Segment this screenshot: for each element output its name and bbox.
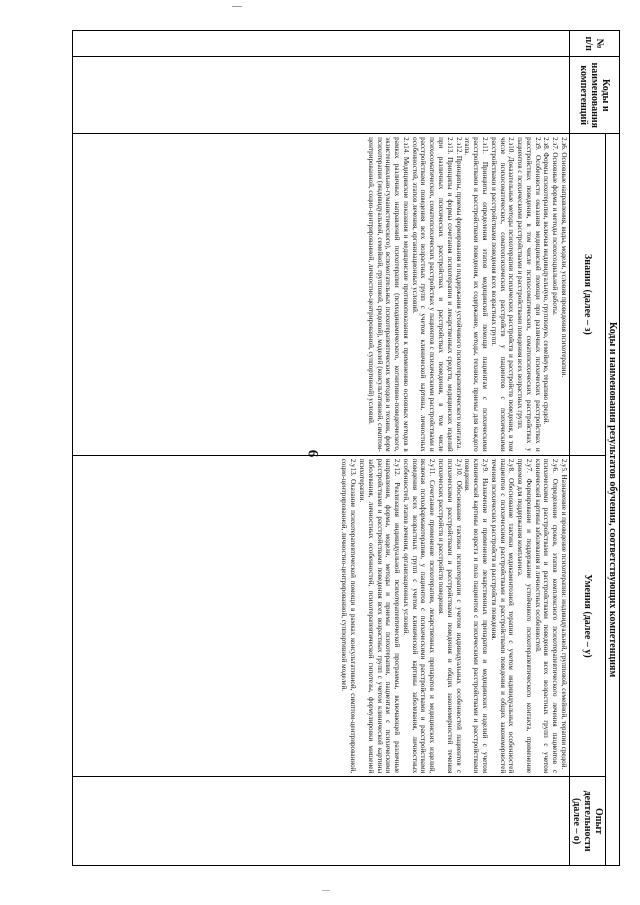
header-codes: Коды и наименования компетенций [570,57,620,134]
header-group: Коды и наименования результатов обучения, соответствующих компетенциям [606,134,620,866]
skill-item: 2.у7. Формирование и поддержание устойчивого психотерапевтического контакта, применение приемов для поддержания комплаенса. [516,458,533,774]
header-experience: Опыт деятельности (далее – о) [570,777,606,866]
cell-codes [73,57,570,134]
cell-skills [73,455,570,777]
header-skills: Умения (далее – у) [570,455,606,777]
scan-mark-top [232,6,242,7]
knowledge-item: 2.з8. Формы психотерапии, включая индивидуальную, групповую, семейную, терапию средой. [542,137,551,425]
knowledge-item: 2.з9. Особенности оказания медицинской помощи при различных психических расстройствах и расстройствах поведения, в том числе психосоматических, соматопсихических расстройствах у пациентов с психическими расстройствами и расстройствами поведения всех возрастных групп. [516,137,542,452]
cell-knowledge [73,134,570,456]
header-knowledge: Знания (далее – з) [570,134,606,456]
rotated-table-container [72,30,620,866]
header-number: № п/п [570,31,620,57]
skill-item: 2.у9. Назначение и применение лекарственных препаратов и медицинских изделий с учетом клинической картины возраста и пола пациентов с психическими расстройствами и расстройствами поведения. [463,458,489,774]
knowledge-item: 2.з6. Основные направления, виды, модели, условия проведения психотерапии. [560,137,568,378]
skill-item: 2.у11. Сочетанное применение психотерапии, лекарственных препаратов и медицинских изделий, включая психофармакотерапию, у пациентов с психическими расстройствами и расстройствами поведения всех возрастных групп с учетом клинической картины заболевания, личностных особенностей, этапов лечения, организационных условий. [401,458,437,774]
knowledge-item: 2.з12. Принципы, приемы формирования и поддержания устойчивого психотерапевтического контакта. [454,137,463,451]
knowledge-item: 2.з10. Доказательные методы психотерапии психических расстройств и расстройств поведения, в том числе психосоматических, соматопсихических расстройств у пациентов с психическими расстройствами и расстройствами поведения всех возрастных групп. [489,137,516,452]
knowledge-item: 2.з14. Медицинские показания и медицинские противопоказания к применению основных методов в рамках различных направлений психотерапии (психодинамического, когнитивно-поведенческого, экзистенциально-гуманистического), вспомогательных психотерапевтических методов и техник, форм психотерапии (индивидуальной, семейной, групповой, средовой), моделей (консультативной, симптом-центрированной, социо-центрированной, личностно-центрированной, суппортивной) условий. [366,137,410,452]
skill-item: 2.у10. Обоснование тактики психотерапии с учетом индивидуальных особенностей пациентов с психическими расстройствами и расстройствами поведения и общих закономерностей течения психических расстройств и расстройств поведения. [437,458,463,774]
skill-item: 2.у12. Реализация индивидуальной психотерапевтической программы, включающей различные направления, формы, модели, методы и приемы психотерапии, пациентам с психическими расстройствами и расстройствами поведения всех возрастных групп с учетом клинической картины заболевания, личностных особенностей, психотерапевтической гипотезы, формулировки мишеней психотерапии. [358,458,402,774]
knowledge-item: 2.з11. Принципы определения этапов медицинской помощи пациентам с психическими расстройствами и расстройствами поведения, их содержание, методы, техники, приемы для каждого этапа. [463,137,489,452]
skill-item: 2.у8. Обоснование тактики медикаментозной терапии с учетом индивидуальных особенностей пациентов с психическими расстройствами и расстройствами поведения и общих закономерностей течения психических расстройств и расстройств поведения. [489,458,516,774]
knowledge-item: 2.з7. Основные формы и методы психосоциальной работы. [551,137,560,316]
cell-number [73,31,570,57]
cell-experience [73,777,570,866]
skill-item: 2.у5. Назначение и проведение психотерапии: индивидуальной, групповой, семейной, терапии средой. [560,458,568,770]
page-number: 6 [304,449,321,457]
knowledge-item: 2.з13. Принципы и формы сочетания психотерапии и лекарственных средств, медицинских изделий при различных психических расстройствах и расстройствах поведения, в том числе психосоматических, соматопсихических расстройствах у пациентов с психическими расстройствами и расстройствами поведения всех возрастных групп с учетом клинической картины, личностных особенностей, этапов лечения, организационных условий. [410,137,454,452]
skill-item: 2.у6. Определение сроков, этапов комплексного психотерапевтического лечения пациентов с психическими расстройствами и расстройствами поведения всех возрастных групп с учетом клинической картины заболевания и личностных особенностей. [533,458,560,774]
scan-mark-bottom [322,890,330,891]
skill-item: 2.у13. Оказание психотерапевтической помощи в рамках консультативной, симптом-центрированной, социо-центрированной, личностно-центрированной, суппортивной моделей. [340,458,358,774]
competencies-table [72,30,620,866]
